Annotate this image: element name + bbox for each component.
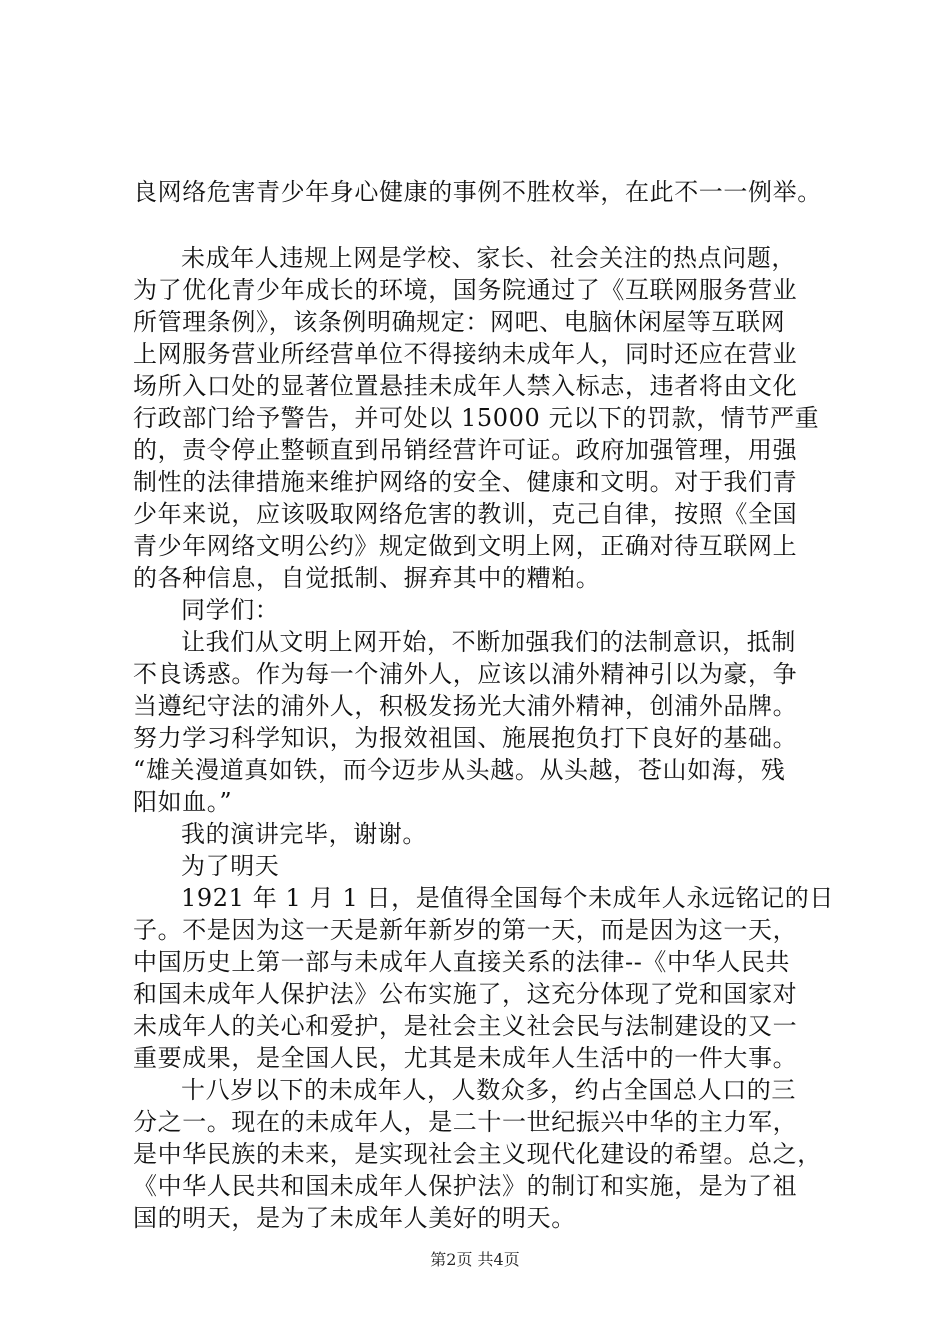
text-line: 努力学习科学知识，为报效祖国、施展抱负打下良好的基础。	[133, 724, 798, 752]
text-line: 少年来说，应该吸取网络危害的教训，克己自律，按照《全国	[133, 500, 798, 528]
text-line: 我的演讲完毕，谢谢。	[181, 820, 427, 848]
text-line: 和国未成年人保护法》公布实施了，这充分体现了党和国家对	[133, 980, 798, 1008]
text-line: 是中华民族的未来，是实现社会主义现代化建设的希望。总之，	[133, 1140, 822, 1168]
text-line: 子。不是因为这一天是新年新岁的第一天，而是因为这一天，	[133, 916, 798, 944]
text-line: 良网络危害青少年身心健康的事例不胜枚举，在此不一一例举。	[133, 178, 822, 206]
text-line: 青少年网络文明公约》规定做到文明上网，正确对待互联网上	[133, 532, 798, 560]
text-line: 当遵纪守法的浦外人，积极发扬光大浦外精神，创浦外品牌。	[133, 692, 798, 720]
text-line: 分之一。现在的未成年人，是二十一世纪振兴中华的主力军，	[133, 1108, 798, 1136]
document-body	[133, 176, 833, 1234]
text-line: 上网服务营业所经营单位不得接纳未成年人，同时还应在营业	[133, 340, 798, 368]
text-line: 的，责令停止整顿直到吊销经营许可证。政府加强管理，用强	[133, 436, 798, 464]
section-title: 为了明天	[181, 852, 280, 880]
text-line: 重要成果，是全国人民，尤其是未成年人生活中的一件大事。	[133, 1044, 798, 1072]
text-line: 不良诱惑。作为每一个浦外人，应该以浦外精神引以为豪，争	[133, 660, 798, 688]
text-line: 国的明天，是为了未成年人美好的明天。	[133, 1204, 576, 1232]
text-line: 为了优化青少年成长的环境，国务院通过了《互联网服务营业	[133, 276, 798, 304]
paragraph-gap	[133, 208, 833, 242]
text-line: 的各种信息，自觉抵制、摒弃其中的糟粕。	[133, 564, 601, 592]
text-line: 未成年人的关心和爱护，是社会主义社会民与法制建设的又一	[133, 1012, 798, 1040]
text-line: 《中华人民共和国未成年人保护法》的制订和实施，是为了祖	[133, 1172, 798, 1200]
text-line: 行政部门给予警告，并可处以 15000 元以下的罚款，情节严重	[133, 404, 820, 432]
text-line: 让我们从文明上网开始，不断加强我们的法制意识，抵制	[181, 628, 796, 656]
text-line: 同学们：	[181, 596, 280, 624]
page-number-footer: 第2页 共4页	[430, 1250, 520, 1269]
text-line: 阳如血。”	[133, 788, 233, 816]
text-line: 所管理条例》，该条例明确规定：网吧、电脑休闲屋等互联网	[133, 308, 786, 336]
text-line: 制性的法律措施来维护网络的安全、健康和文明。对于我们青	[133, 468, 798, 496]
text-line: “雄关漫道真如铁，而今迈步从头越。从头越，苍山如海，残	[133, 756, 786, 784]
text-line: 场所入口处的显著位置悬挂未成年人禁入标志，违者将由文化	[133, 372, 798, 400]
text-line: 未成年人违规上网是学校、家长、社会关注的热点问题，	[181, 244, 796, 272]
text-line: 1921 年 1 月 1 日，是值得全国每个未成年人永远铭记的日	[181, 884, 834, 912]
text-line: 中国历史上第一部与未成年人直接关系的法律--《中华人民共	[133, 948, 791, 976]
text-line: 十八岁以下的未成年人，人数众多，约占全国总人口的三	[181, 1076, 796, 1104]
